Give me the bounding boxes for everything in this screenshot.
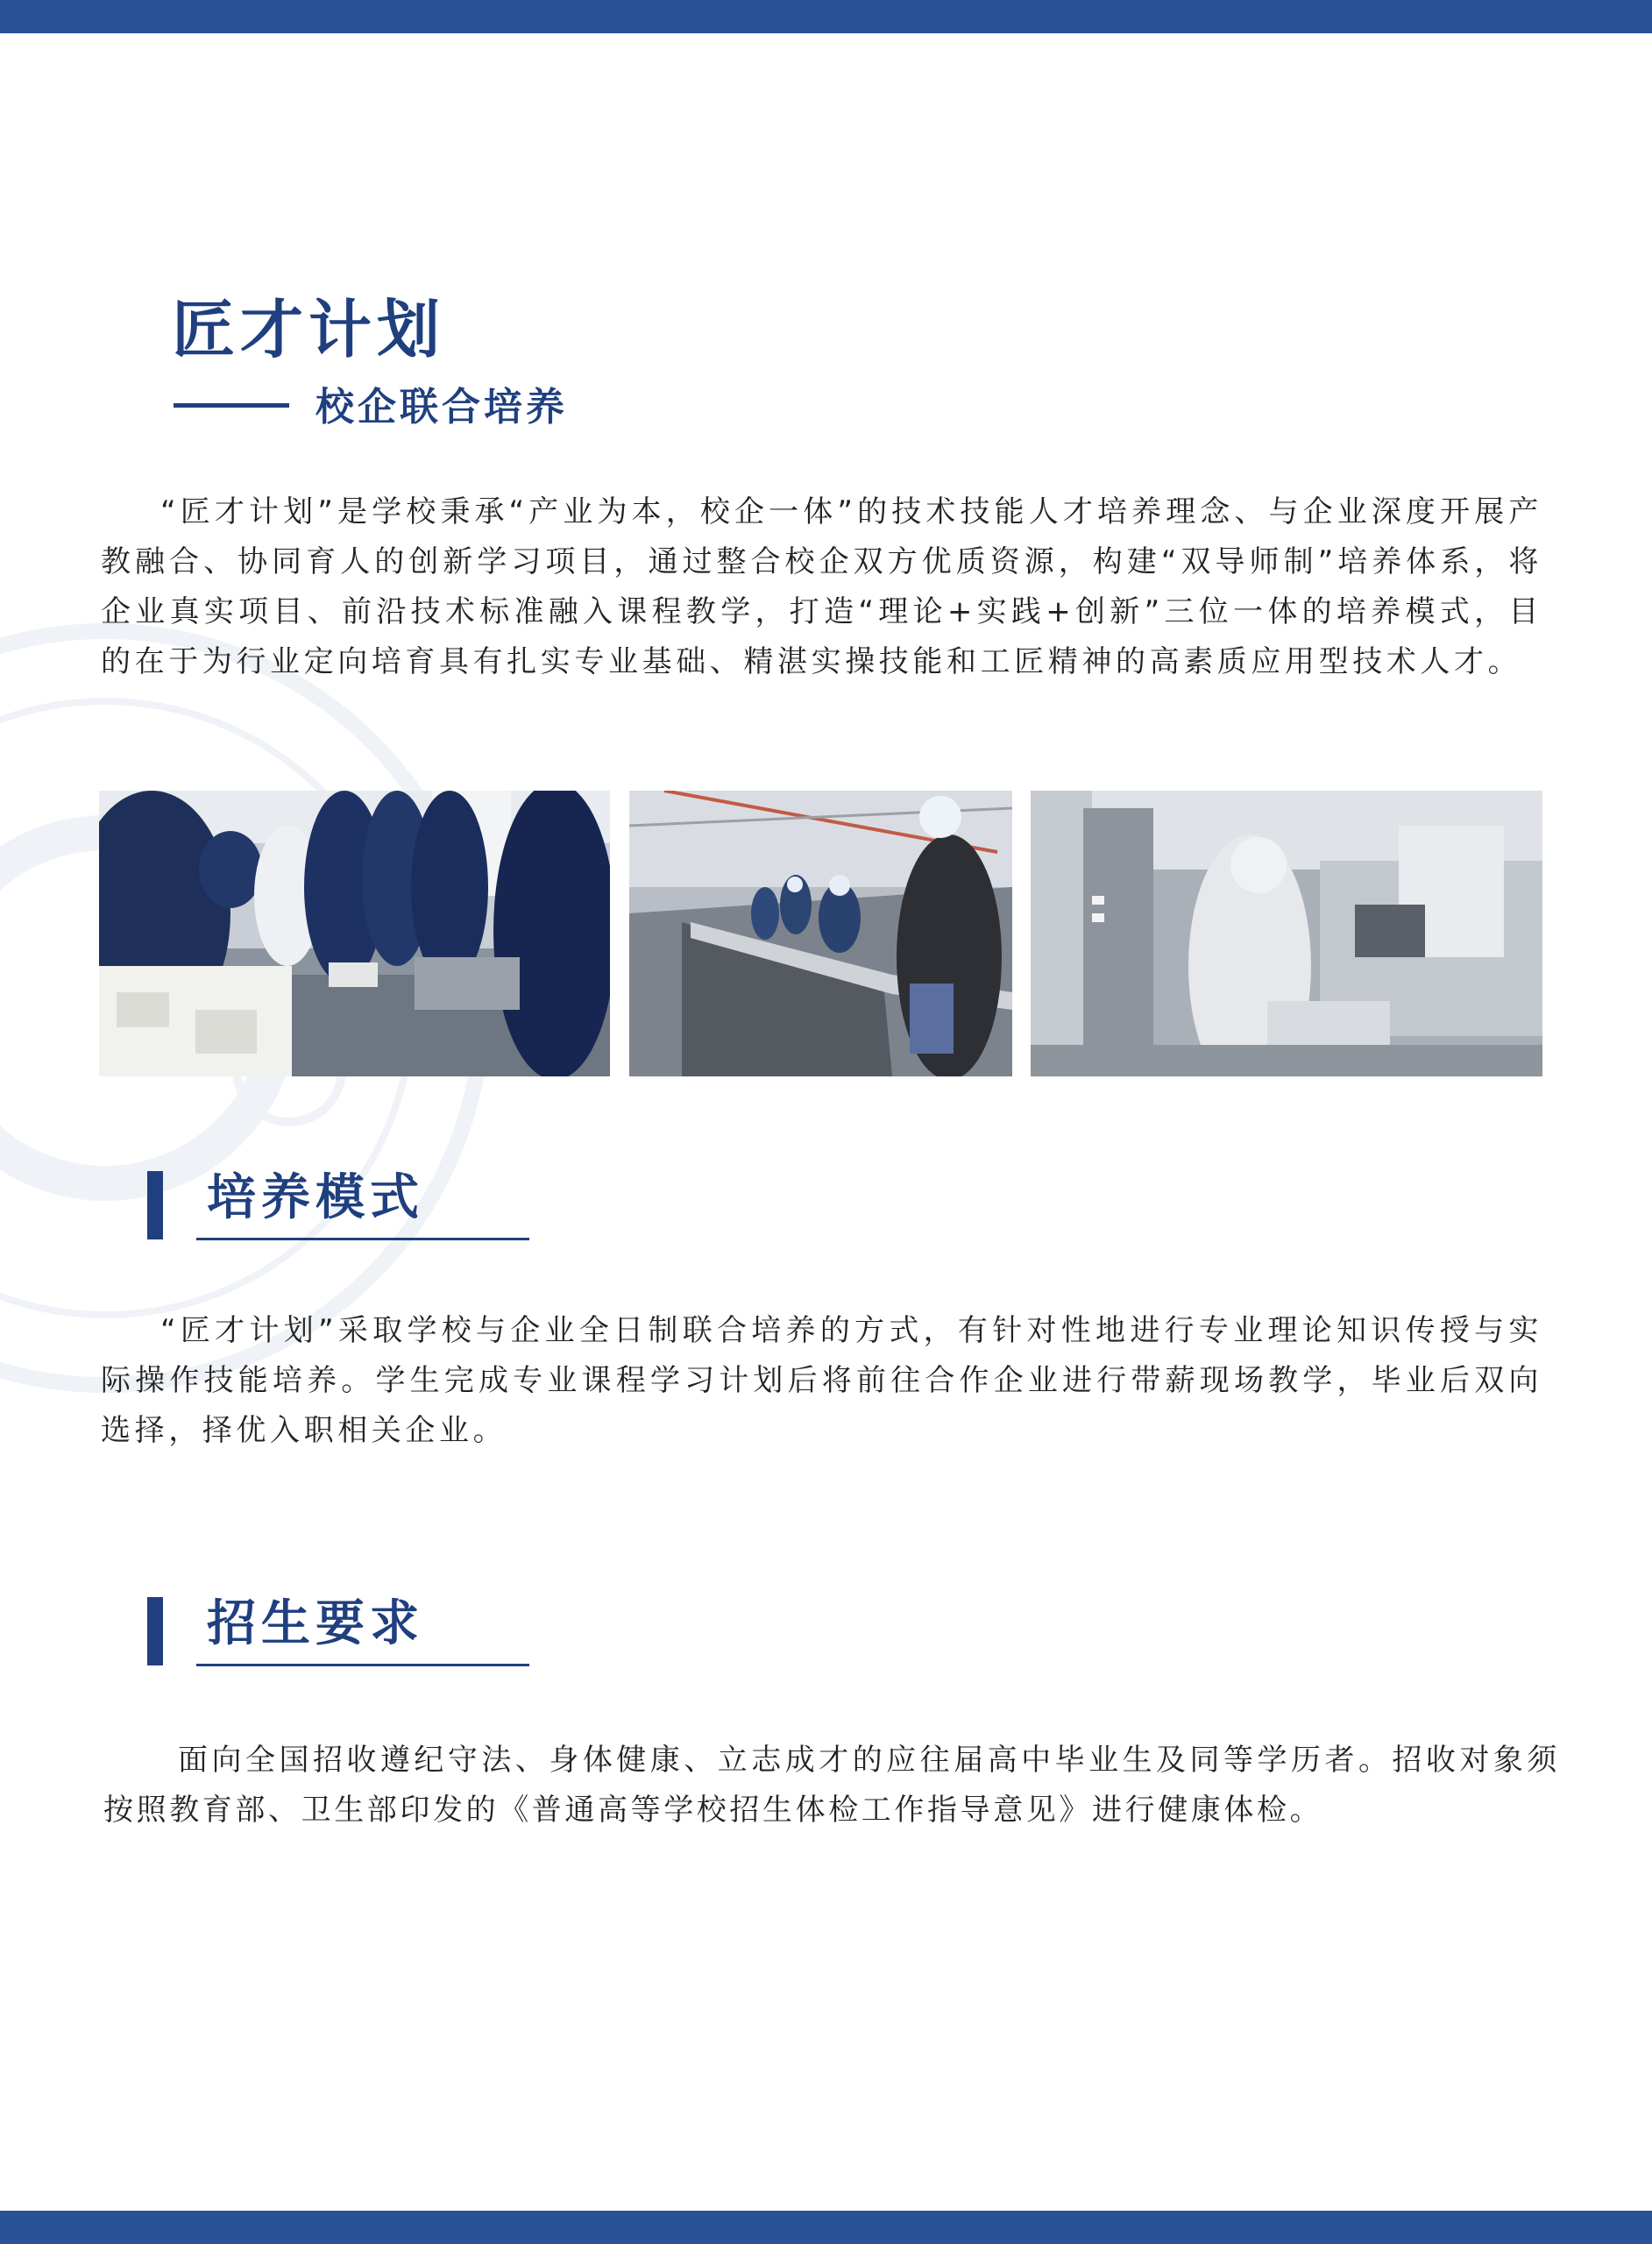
factory-workers-photo (629, 791, 1012, 1076)
section-title-training: 培养模式 (207, 1169, 424, 1226)
section-underline-training (196, 1238, 529, 1240)
training-paragraph: “匠才计划”采取学校与企业全日制联合培养的方式，有针对性地进行专业理论知识传授与实际操作技能培养。学生完成专业课程学习计划后将前往合作企业进行带薪现场教学，毕业后双向选择，择优入职相关企业。 (101, 1313, 1542, 1448)
cleanroom-training-photo (99, 791, 610, 1076)
admission-paragraph: 面向全国招收遵纪守法、身体健康、立志成才的应往届高中毕业生及同等学历者。招收对象须按照教育部、卫生部印发的《普通高等学校招生体检工作指导意见》进行健康体检。 (103, 1743, 1560, 1828)
subtitle-dash (174, 403, 289, 408)
bottom-banner-bar (0, 2211, 1652, 2244)
page-title: 匠才计划 (172, 293, 446, 366)
section-underline-admission (196, 1664, 529, 1666)
section-title-admission: 招生要求 (207, 1595, 424, 1652)
section-marker-admission (147, 1597, 163, 1665)
page-subtitle: 校企联合培养 (316, 385, 568, 430)
top-banner-bar (0, 0, 1652, 33)
lab-technician-photo (1031, 791, 1542, 1076)
section-marker-training (147, 1171, 163, 1239)
intro-paragraph: “匠才计划”是学校秉承“产业为本，校企一体”的技术技能人才培养理念、与企业深度开展产教融合、协同育人的创新学习项目，通过整合校企双方优质资源，构建“双导师制”培养体系，将企业真实项目、前沿技术标准融入课程教学，打造“理论+实践+创新”三位一体的培养模式，目的在于为行业定向培育具有扎实专业基础、精湛实操技能和工匠精神的高素质应用型技术人才。 (101, 494, 1542, 679)
